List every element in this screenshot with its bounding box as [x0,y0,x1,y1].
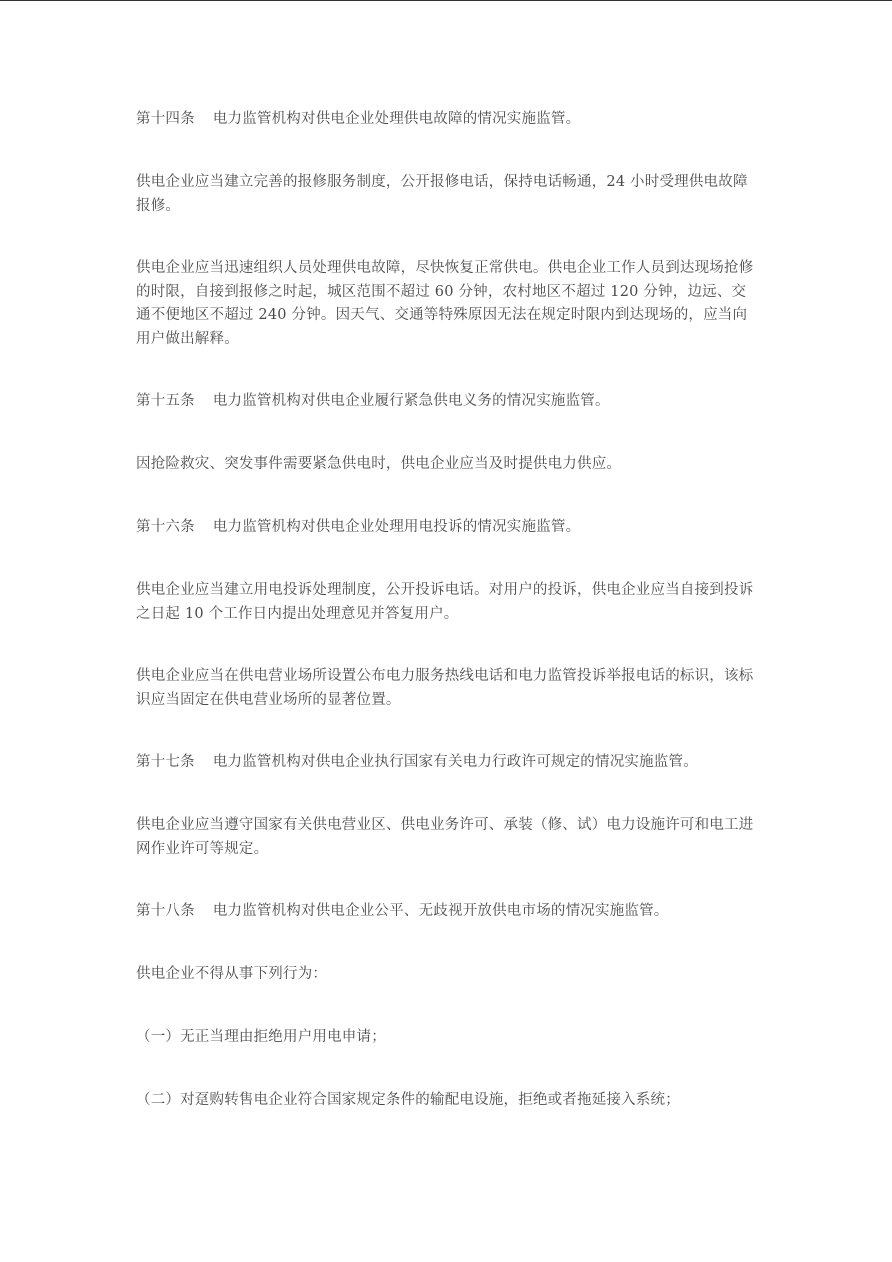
article-14-paragraph-1: 供电企业应当建立完善的报修服务制度，公开报修电话，保持电话畅通，24 小时受理供电故障报修。 [136,174,748,214]
article-18-item-1: （一）无正当理由拒绝用户用电申请； [136,1029,386,1045]
article-14-heading [136,108,760,132]
article-15-number: 第十五条 [136,393,195,409]
article-16-number: 第十六条 [136,519,195,535]
article-15-heading [136,390,760,414]
article-15-paragraph-1: 因抢险救灾、突发事件需要紧急供电时，供电企业应当及时提供电力供应。 [136,456,622,472]
article-16-text: 电力监管机构对供电企业处理用电投诉的情况实施监管。 [212,519,581,535]
article-18-item-2: （二）对趸购转售电企业符合国家规定条件的输配电设施，拒绝或者拖延接入系统； [136,1092,680,1108]
article-16-heading [136,516,760,540]
article-14-paragraph-2: 供电企业应当迅速组织人员处理供电故障，尽快恢复正常供电。供电企业工作人员到达现场抢修的时限，自接到报修之时起，城区范围不超过 60 分钟，农村地区不超过 120 分钟，边远、交通不便地区不超过 240 分钟。因天气、交通等特殊原因无法在规定时限内到达现场的，应当向用户做出解释。 [136,260,754,347]
article-17-paragraph-1: 供电企业应当遵守国家有关供电营业区、供电业务许可、承装（修、试）电力设施许可和电工进网作业许可等规定。 [136,817,754,857]
article-18-text: 电力监管机构对供电企业公平、无歧视开放供电市场的情况实施监管。 [212,903,669,919]
article-14-text: 电力监管机构对供电企业处理供电故障的情况实施监管。 [212,111,581,127]
article-17-number: 第十七条 [136,754,195,770]
article-15-text: 电力监管机构对供电企业履行紧急供电义务的情况实施监管。 [212,393,610,409]
article-16-paragraph-1: 供电企业应当建立用电投诉处理制度，公开投诉电话。对用户的投诉，供电企业应当自接到投诉之日起 10 个工作日内提出处理意见并答复用户。 [136,582,754,622]
article-18-paragraph-1: 供电企业不得从事下列行为： [136,966,328,982]
article-18-number: 第十八条 [136,903,195,919]
article-17-heading [136,751,760,775]
article-14-number: 第十四条 [136,111,195,127]
article-17-text: 电力监管机构对供电企业执行国家有关电力行政许可规定的情况实施监管。 [212,754,698,770]
article-18-heading [136,900,760,924]
article-16-paragraph-2: 供电企业应当在供电营业场所设置公布电力服务热线电话和电力监管投诉举报电话的标识，该标识应当固定在供电营业场所的显著位置。 [136,668,754,708]
